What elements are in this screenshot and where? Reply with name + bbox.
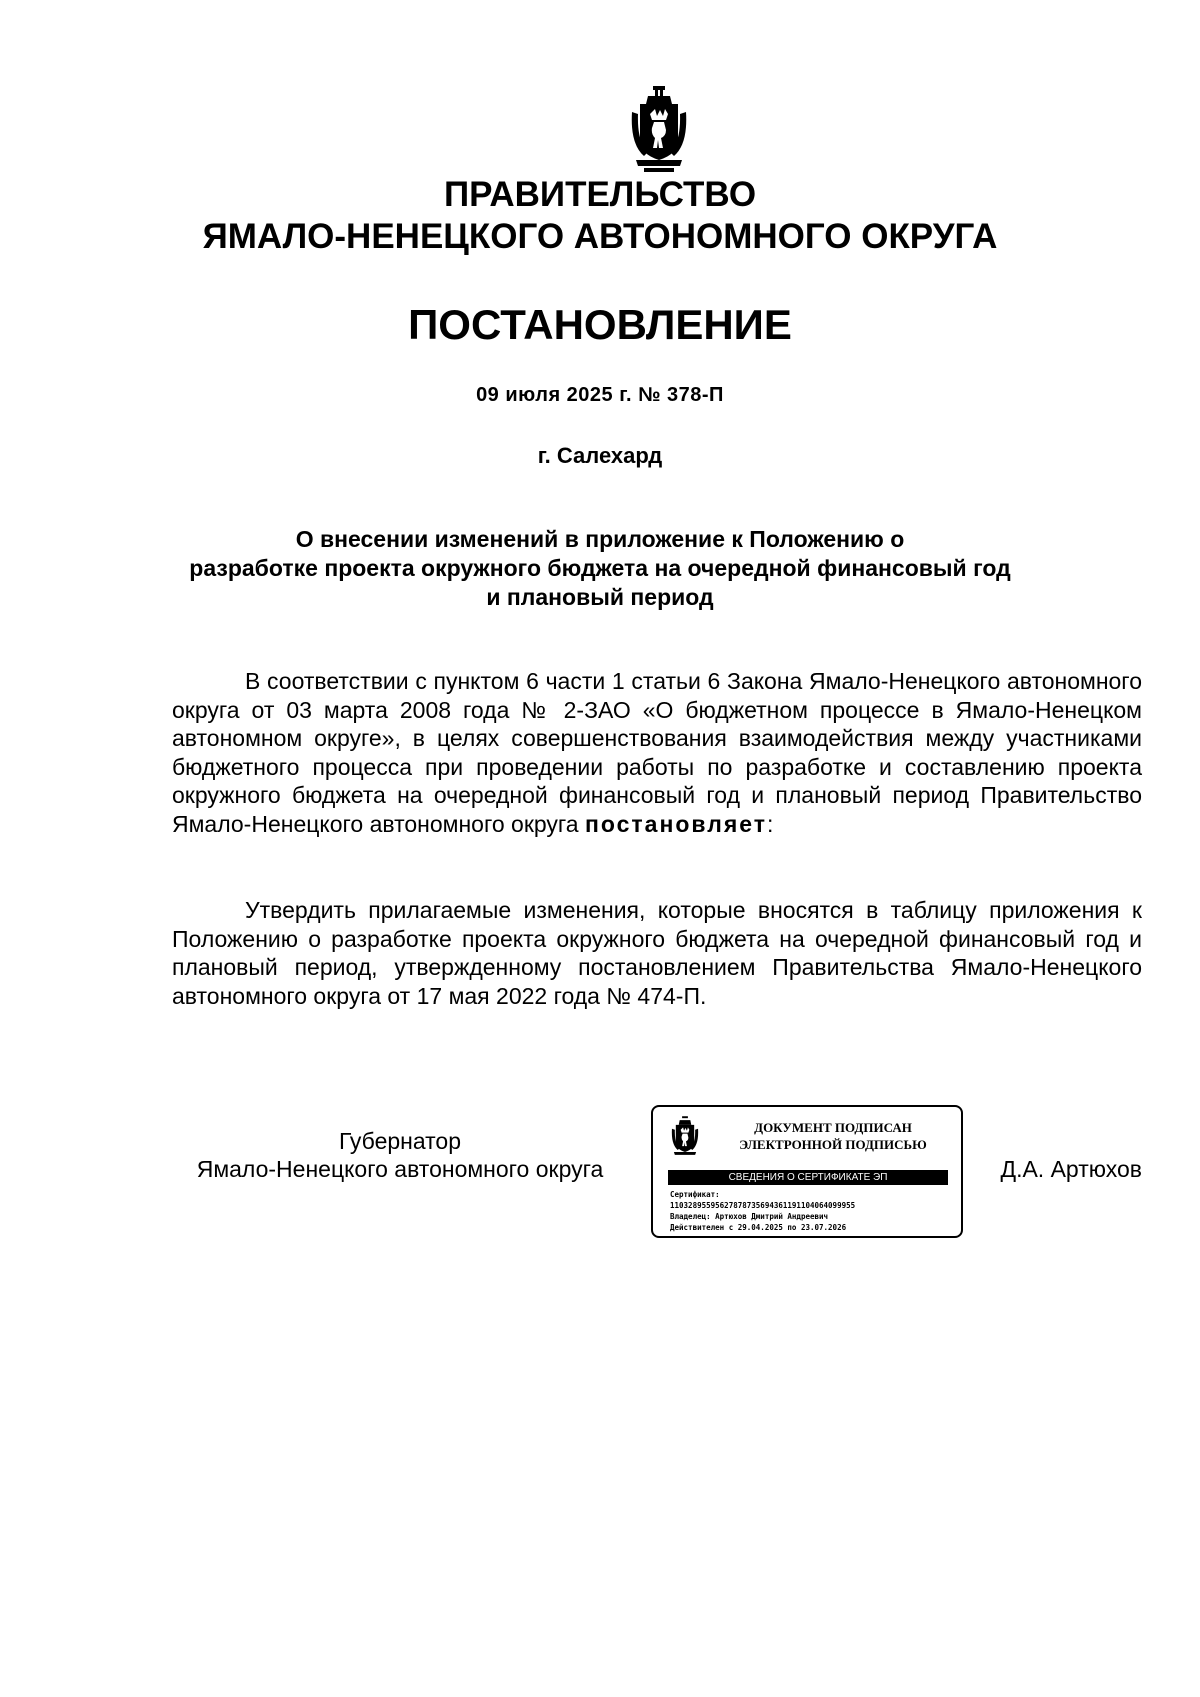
certificate-validity: Действителен с 29.04.2025 по 23.07.2026 (670, 1223, 847, 1232)
paragraph-text: В соответствии с пунктом 6 части 1 статьи 6 Закона Ямало-Ненецкого автономного округа от 03 марта 2008 года № 2-ЗАО «О бюджетном процессе в Ямало-Ненецком автономном округе», в целях совершенствования взаимодействия между участниками бюджетного процесса при проведении работы по разработке и составлению проекта окружного бюджета на очередной финансовый год и плановый период Правительство Ямало-Ненецкого автономного округа (172, 668, 1142, 837)
subject-line: О внесении изменений в приложение к Положению о (295, 526, 905, 552)
paragraph-text: Утвердить прилагаемые изменения, которые вносятся в таблицу приложения к Положению о разработке проекта окружного бюджета на очередной финансовый год и плановый период, утвержденному постановлением Правительства Ямало-Ненецкого автономного округа от 17 мая 2022 года № 474-П. (172, 897, 1142, 1009)
signatory-title (172, 1127, 628, 1183)
certificate-info-bar: СВЕДЕНИЯ О СЕРТИФИКАТЕ ЭП (668, 1170, 948, 1185)
subject-line: разработке проекта окружного бюджета на очередной финансовый год (189, 555, 1011, 581)
document-date-number: 09 июля 2025 г. № 378-П (476, 384, 724, 406)
authority-name-line2: ЯМАЛО-НЕНЕЦКОГО АВТОНОМНОГО ОКРУГА (202, 217, 998, 256)
paragraph-tail: : (767, 810, 774, 837)
body-paragraph (172, 896, 1142, 1010)
signatory-title-line: Губернатор (338, 1128, 462, 1154)
stamp-heading-line: ЭЛЕКТРОННОЙ ПОДПИСЬЮ (739, 1137, 927, 1152)
certificate-owner: Владелец: Артюхов Дмитрий Андреевич (670, 1212, 829, 1221)
subject-line: и плановый период (486, 584, 714, 610)
coat-of-arms-icon (630, 84, 688, 174)
stamp-heading-line: ДОКУМЕНТ ПОДПИСАН (754, 1120, 912, 1135)
electronic-signature-stamp (651, 1105, 963, 1238)
document-type: ПОСТАНОВЛЕНИЕ (408, 301, 792, 348)
authority-name-line1: ПРАВИТЕЛЬСТВО (443, 175, 757, 214)
body-paragraph (172, 667, 1142, 838)
document-city: г. Салехард (537, 443, 663, 468)
signatory-title-line: Ямало-Ненецкого автономного округа (196, 1156, 604, 1182)
signatory-name: Д.А. Артюхов (1000, 1156, 1142, 1182)
certificate-number: 11032895595627878735694361191104064099955 (670, 1201, 856, 1210)
certificate-label: Сертификат: (670, 1190, 720, 1199)
coat-of-arms-icon (671, 1115, 699, 1159)
document-subject (170, 525, 1030, 612)
decree-keyword: постановляет (584, 810, 768, 837)
stamp-heading (707, 1119, 959, 1153)
